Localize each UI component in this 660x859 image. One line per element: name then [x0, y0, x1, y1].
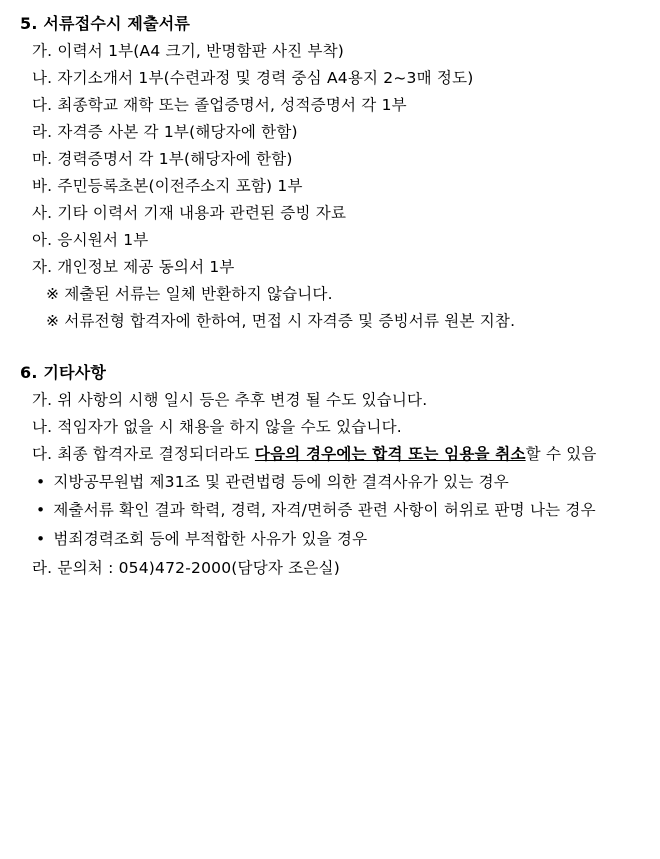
item-da-suffix: 할 수 있음: [525, 445, 597, 463]
section-5-item-da: 다. 최종학교 재학 또는 졸업증명서, 성적증명서 각 1부: [32, 96, 407, 114]
section-5-item-ma: 마. 경력증명서 각 1부(해당자에 한함): [32, 150, 293, 168]
section-6-item-na: 나. 적임자가 없을 시 채용을 하지 않을 수도 있습니다.: [32, 418, 402, 436]
list-item: • 지방공무원법 제31조 및 관련법령 등에 의한 결격사유가 있는 경우: [36, 472, 509, 492]
section-5-item-sa: 사. 기타 이력서 기재 내용과 관련된 증빙 자료: [32, 204, 347, 222]
section-6-item-ga: 가. 위 사항의 시행 일시 등은 추후 변경 될 수도 있습니다.: [32, 391, 428, 409]
section-5-title: 5. 서류접수시 제출서류: [20, 14, 191, 33]
section-5-item-ja: 자. 개인정보 제공 동의서 1부: [32, 258, 235, 276]
section-5-item-ba: 바. 주민등록초본(이전주소지 포함) 1부: [32, 177, 303, 195]
section-5-note: ※ 제출된 서류는 일체 반환하지 않습니다.: [46, 285, 333, 303]
item-da-prefix: 다. 최종 합격자로 결정되더라도: [32, 445, 255, 463]
section-6-item-da: [32, 444, 597, 464]
section-5-note: ※ 서류전형 합격자에 한하여, 면접 시 자격증 및 증빙서류 원본 지참.: [46, 312, 516, 330]
item-da-emphasis: 다음의 경우에는 합격 또는 임용을 취소: [254, 445, 526, 463]
list-item: • 제출서류 확인 결과 학력, 경력, 자격/면허증 관련 사항이 허위로 판명 나는 경우: [36, 500, 596, 520]
section-6-item-ra: 라. 문의처 : 054)472-2000(담당자 조은실): [32, 559, 340, 577]
section-5-item-a: 아. 응시원서 1부: [32, 231, 149, 249]
section-5-item-ga: 가. 이력서 1부(A4 크기, 반명함판 사진 부착): [32, 42, 345, 60]
list-item: • 범죄경력조회 등에 부적합한 사유가 있을 경우: [36, 529, 367, 549]
section-6-title: 6. 기타사항: [20, 363, 107, 382]
section-5-item-na: 나. 자기소개서 1부(수련과정 및 경력 중심 A4용지 2~3매 정도): [32, 69, 474, 87]
section-5-item-ra: 라. 자격증 사본 각 1부(해당자에 한함): [32, 123, 298, 141]
